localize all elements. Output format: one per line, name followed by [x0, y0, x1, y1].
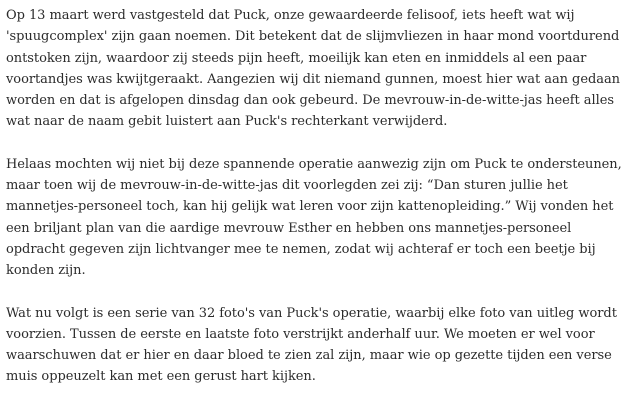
paragraph-1 [6, 5, 636, 133]
text-line: muis oppeuzelt kan met een gerust hart kijken. [6, 369, 316, 385]
paragraph-3 [6, 303, 636, 388]
text-line: voortandjes was kwijtgeraakt. Aangezien wij dit niemand gunnen, moest hier wat aan gedaan [6, 71, 620, 87]
text-line: waarschuwen dat er hier en daar bloed te zien zal zijn, maar wie op gezette tijden een verse [6, 348, 612, 364]
text-line: opdracht gegeven zijn lichtvanger mee te nemen, zodat wij achteraf er toch een beetje bij [6, 241, 596, 257]
text-line: konden zijn. [6, 263, 86, 279]
text-line: 'spuugcomplex' zijn gaan noemen. Dit betekent dat de slijmvliezen in haar mond voortdurend [6, 29, 620, 45]
text-line: worden en dat is afgelopen dinsdag dan ook gebeurd. De mevrouw-in-de-witte-jas heeft alles [6, 93, 614, 109]
text-line: wat naar de naam gebit luistert aan Puck's rechterkant verwijderd. [6, 114, 448, 130]
text-line: Op 13 maart werd vastgesteld dat Puck, onze gewaardeerde felisoof, iets heeft wat wij [6, 8, 575, 23]
article-body [6, 5, 636, 388]
text-line: Wat nu volgt is een serie van 32 foto's van Puck's operatie, waarbij elke foto van uitleg wordt [6, 305, 617, 321]
text-line: ontstoken zijn, waardoor zij steeds pijn heeft, moeilijk kan eten en inmiddels al een paar [6, 50, 587, 66]
text-line: Helaas mochten wij niet bij deze spannende operatie aanwezig zijn om Puck te ondersteunen, [6, 156, 622, 172]
text-line: een briljant plan van die aardige mevrouw Esther en hebben ons mannetjes-personeel [6, 220, 572, 236]
paragraph-2 [6, 154, 636, 282]
text-line: voorzien. Tussen de eerste en laatste foto verstrijkt anderhalf uur. We moeten er wel voor [6, 326, 595, 342]
text-line: maar toen wij de mevrouw-in-de-witte-jas dit voorlegden zei zij: “Dan sturen jullie het [6, 178, 568, 194]
text-line: mannetjes-personeel toch, kan hij gelijk wat leren voor zijn kattenopleiding.” Wij vonden het [6, 199, 614, 215]
